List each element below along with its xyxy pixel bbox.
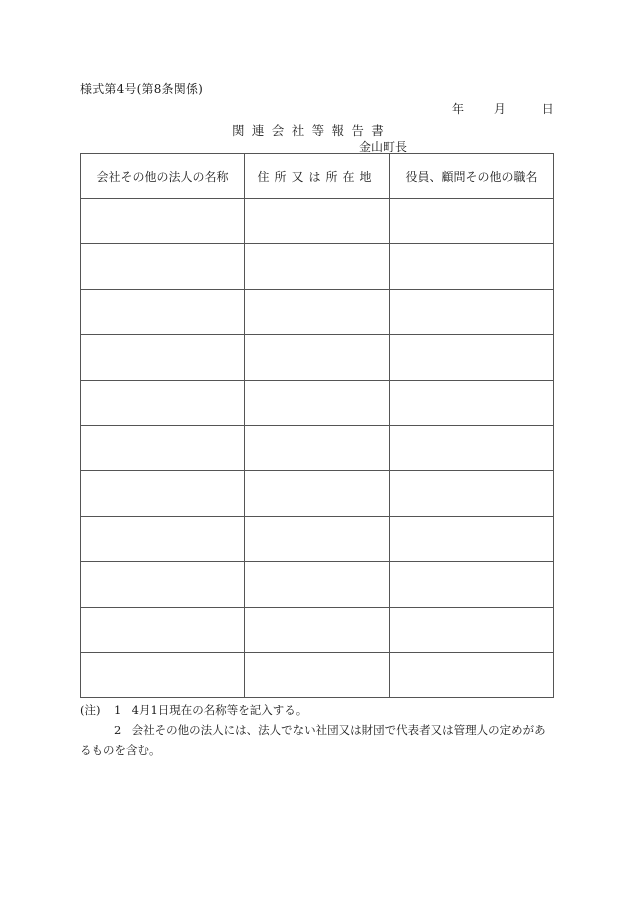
cell-company-name[interactable] <box>81 471 245 516</box>
cell-position[interactable] <box>390 244 554 289</box>
table-row <box>81 199 554 244</box>
report-table <box>80 153 554 698</box>
header-address: 住所又は所在地 <box>245 154 390 199</box>
table-row <box>81 652 554 697</box>
note-prefix: (注) <box>80 703 101 717</box>
table-row <box>81 562 554 607</box>
cell-address[interactable] <box>245 562 390 607</box>
note-number: 1 <box>114 703 122 717</box>
cell-address[interactable] <box>245 289 390 334</box>
notes-section <box>80 700 550 760</box>
cell-address[interactable] <box>245 471 390 516</box>
cell-position[interactable] <box>390 335 554 380</box>
cell-company-name[interactable] <box>81 199 245 244</box>
table-row <box>81 380 554 425</box>
header-position: 役員、顧問その他の職名 <box>390 154 554 199</box>
cell-position[interactable] <box>390 652 554 697</box>
cell-company-name[interactable] <box>81 289 245 334</box>
cell-address[interactable] <box>245 199 390 244</box>
cell-position[interactable] <box>390 471 554 516</box>
table-row <box>81 244 554 289</box>
cell-position[interactable] <box>390 380 554 425</box>
note-item-1 <box>80 700 550 720</box>
table-body <box>81 199 554 698</box>
note-number: 2 <box>114 723 122 737</box>
cell-position[interactable] <box>390 562 554 607</box>
cell-position[interactable] <box>390 516 554 561</box>
cell-company-name[interactable] <box>81 652 245 697</box>
table-row <box>81 516 554 561</box>
note-item-2 <box>80 720 550 740</box>
table-header-row <box>81 154 554 199</box>
table-row <box>81 335 554 380</box>
table-row <box>81 471 554 516</box>
cell-position[interactable] <box>390 607 554 652</box>
form-number-label: 様式第4号(第8条関係) <box>80 82 204 96</box>
cell-position[interactable] <box>390 199 554 244</box>
cell-address[interactable] <box>245 335 390 380</box>
cell-company-name[interactable] <box>81 516 245 561</box>
date-year-label: 年 <box>452 102 465 116</box>
cell-company-name[interactable] <box>81 244 245 289</box>
table-row <box>81 425 554 470</box>
cell-position[interactable] <box>390 289 554 334</box>
cell-company-name[interactable] <box>81 607 245 652</box>
cell-address[interactable] <box>245 380 390 425</box>
note-item-2-continuation: るものを含む。 <box>80 743 161 757</box>
note-text: 4月1日現在の名称等を記入する。 <box>131 703 308 717</box>
cell-address[interactable] <box>245 244 390 289</box>
cell-address[interactable] <box>245 652 390 697</box>
table-row <box>81 607 554 652</box>
table-row <box>81 289 554 334</box>
cell-address[interactable] <box>245 607 390 652</box>
cell-position[interactable] <box>390 425 554 470</box>
cell-address[interactable] <box>245 516 390 561</box>
cell-company-name[interactable] <box>81 335 245 380</box>
document-title: 関連会社等報告書 <box>232 123 392 138</box>
addressee: 金山町長 <box>359 140 408 154</box>
date-day-label: 日 <box>541 102 554 116</box>
cell-company-name[interactable] <box>81 380 245 425</box>
cell-address[interactable] <box>245 425 390 470</box>
cell-company-name[interactable] <box>81 562 245 607</box>
date-month-label: 月 <box>493 102 506 116</box>
header-company-name: 会社その他の法人の名称 <box>81 154 245 199</box>
date-line <box>452 100 554 117</box>
note-text: 会社その他の法人には、法人でない社団又は財団で代表者又は管理人の定めがあ <box>131 723 546 737</box>
cell-company-name[interactable] <box>81 425 245 470</box>
